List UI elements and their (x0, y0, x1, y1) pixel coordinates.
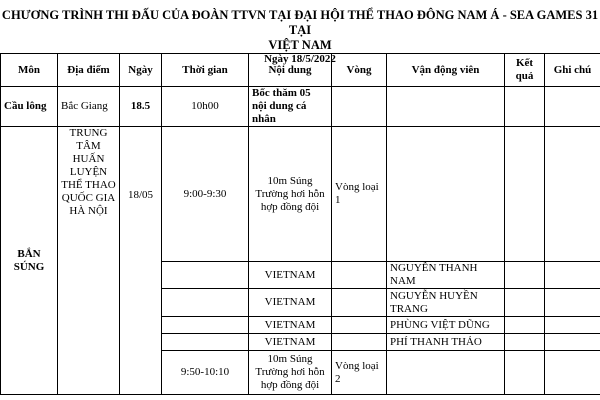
cell-result (505, 127, 545, 262)
header-round: Vòng (332, 54, 387, 87)
cell-round (332, 289, 387, 317)
cell-round: Vòng loại 2 (332, 351, 387, 395)
cell-time: 9:00-9:30 (162, 127, 249, 262)
cell-team: VIETNAM (249, 334, 332, 351)
cell-round (332, 262, 387, 289)
cell-athlete (387, 127, 505, 262)
cell-round (332, 87, 387, 127)
cell-note (545, 317, 600, 334)
cell-time (162, 262, 249, 289)
cell-note (545, 262, 600, 289)
cell-round (332, 334, 387, 351)
cell-athlete (387, 87, 505, 127)
cell-time (162, 317, 249, 334)
cell-team: VIETNAM (249, 262, 332, 289)
cell-time (162, 289, 249, 317)
document-title (0, 0, 600, 53)
header-note: Ghi chú (545, 54, 600, 87)
title-line-1: CHƯƠNG TRÌNH THI ĐẤU CỦA ĐOÀN TTVN TẠI ĐẠI HỘI THỂ THAO ĐÔNG NAM Á - SEA GAMES 31 TẠI (1, 8, 599, 37)
cell-content: Bốc thăm 05 nội dung cá nhân (249, 87, 332, 127)
cell-date: 18.5 (120, 87, 162, 127)
cell-result (505, 317, 545, 334)
header-sport: Môn (1, 54, 58, 87)
cell-result (505, 289, 545, 317)
cell-result (505, 262, 545, 289)
cell-venue-shooting: TRUNG TÂM HUẤN LUYỆN THỂ THAO QUỐC GIA HÀ NỘI (58, 127, 120, 395)
cell-note (545, 351, 600, 395)
cell-result (505, 334, 545, 351)
header-content: Nội dung (249, 54, 332, 87)
header-result: Kết quả (505, 54, 545, 87)
cell-note (545, 87, 600, 127)
header-venue: Địa điểm (58, 54, 120, 87)
cell-athlete: NGUYỄN THANH NAM (387, 262, 505, 289)
header-time: Thời gian (162, 54, 249, 87)
table-row-shooting-event-1 (1, 127, 600, 262)
cell-content: 10m Súng Trường hơi hỗn hợp đồng đội (249, 127, 332, 262)
document-date: Ngày 18/5/2022 (264, 53, 336, 65)
cell-venue: Bắc Giang (58, 87, 120, 127)
cell-athlete: NGUYỄN HUYỀN TRANG (387, 289, 505, 317)
cell-time (162, 334, 249, 351)
cell-time: 9:50-10:10 (162, 351, 249, 395)
cell-round: Vòng loại 1 (332, 127, 387, 262)
cell-note (545, 127, 600, 262)
cell-content: 10m Súng Trường hơi hỗn hợp đồng đội (249, 351, 332, 395)
cell-sport: Cầu lông (1, 87, 58, 127)
cell-result (505, 351, 545, 395)
cell-result (505, 87, 545, 127)
cell-date-shooting: 18/05 (120, 127, 162, 395)
header-row (1, 54, 600, 87)
cell-note (545, 334, 600, 351)
header-athlete: Vận động viên (387, 54, 505, 87)
cell-athlete: PHÍ THANH THẢO (387, 334, 505, 351)
cell-sport-shooting: BẮN SÚNG (1, 127, 58, 395)
cell-athlete (387, 351, 505, 395)
cell-team: VIETNAM (249, 289, 332, 317)
cell-time: 10h00 (162, 87, 249, 127)
cell-note (545, 289, 600, 317)
title-line-2: VIỆT NAM (268, 38, 332, 52)
schedule-table (0, 53, 600, 395)
header-date: Ngày (120, 54, 162, 87)
cell-team: VIETNAM (249, 317, 332, 334)
table-row-badminton (1, 87, 600, 127)
cell-round (332, 317, 387, 334)
cell-athlete: PHÙNG VIỆT DŨNG (387, 317, 505, 334)
